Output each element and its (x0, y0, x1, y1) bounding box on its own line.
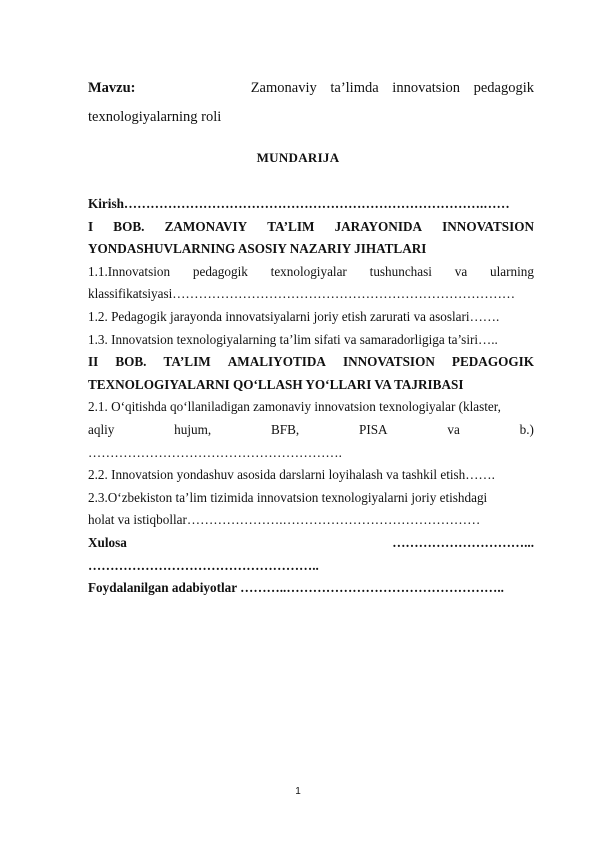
toc-chapter-1-line-1: I BOB. ZAMONAVIY TA’LIM JARAYONIDA INNOVATSION (88, 218, 534, 234)
toc-chapter-1-line-2: YONDASHUVLARNING ASOSIY NAZARIY JIHATLARI (88, 241, 427, 257)
toc-title: MUNDARIJA (256, 150, 340, 165)
table-of-contents (88, 193, 534, 600)
toc-section-2-1-line-1: 2.1. O‘qitishda qo‘llaniladigan zamonaviy innovatsion texnologiyalar (klaster, (88, 399, 501, 415)
toc-section-2-2: 2.2. Innovatsion yondashuv asosida darslarni loyihalash va tashkil etish……. (88, 467, 495, 483)
topic-title-line-2: texnologiyalarning roli (88, 109, 222, 125)
topic-label: Mavzu: (88, 80, 136, 96)
topic-line-1 (88, 74, 534, 103)
toc-section-2-1-line-2: aqliy hujum, BFB, PISA va b.) (88, 421, 534, 437)
toc-section-1-1-line-1: 1.1.Innovatsion pedagogik texnologiyalar tushunchasi va ularning (88, 263, 534, 279)
toc-conclusion-dots: …………………………... (392, 534, 534, 550)
toc-section-2-3-line-1: 2.3.O‘zbekiston ta’lim tizimida innovatsion texnologiyalarni joriy etishdagi (88, 489, 488, 505)
toc-section-2-3-line-2: holat va istiqbollar………………….……………………………………… (88, 512, 481, 528)
toc-section-1-3: 1.3. Innovatsion texnologiyalarning ta’lim sifati va samaradorligiga ta’siri….. (88, 331, 498, 347)
toc-references: Foydalanilgan adabiyotlar ………..………………………………………….. (88, 580, 504, 596)
toc-intro: Kirish……………………………………………………………………….…… (88, 196, 510, 211)
topic-title-line-1: Zamonaviy ta’limda innovatsion pedagogik (250, 80, 534, 96)
toc-conclusion-line-2: …………………………………………….. (88, 557, 319, 573)
toc-section-2-1-line-3: …………………………………………………. (88, 444, 342, 460)
toc-chapter-2-line-1: II BOB. TA’LIM AMALIYOTIDA INNOVATSION PEDAGOGIK (88, 354, 534, 370)
toc-section-1-1-line-2: klassifikatsiyasi…………………………………………………………………… (88, 286, 516, 302)
toc-chapter-2-line-2: TEXNOLOGIYALARNI QO‘LLASH YO‘LLARI VA TAJRIBASI (88, 376, 464, 392)
toc-conclusion-line-1 (88, 532, 534, 555)
toc-section-1-2: 1.2. Pedagogik jarayonda innovatsiyalarni joriy etish zarurati va asoslari……. (88, 308, 500, 324)
page-number: 1 (295, 786, 301, 797)
toc-conclusion-label: Xulosa (88, 534, 127, 550)
topic-block (88, 74, 534, 132)
